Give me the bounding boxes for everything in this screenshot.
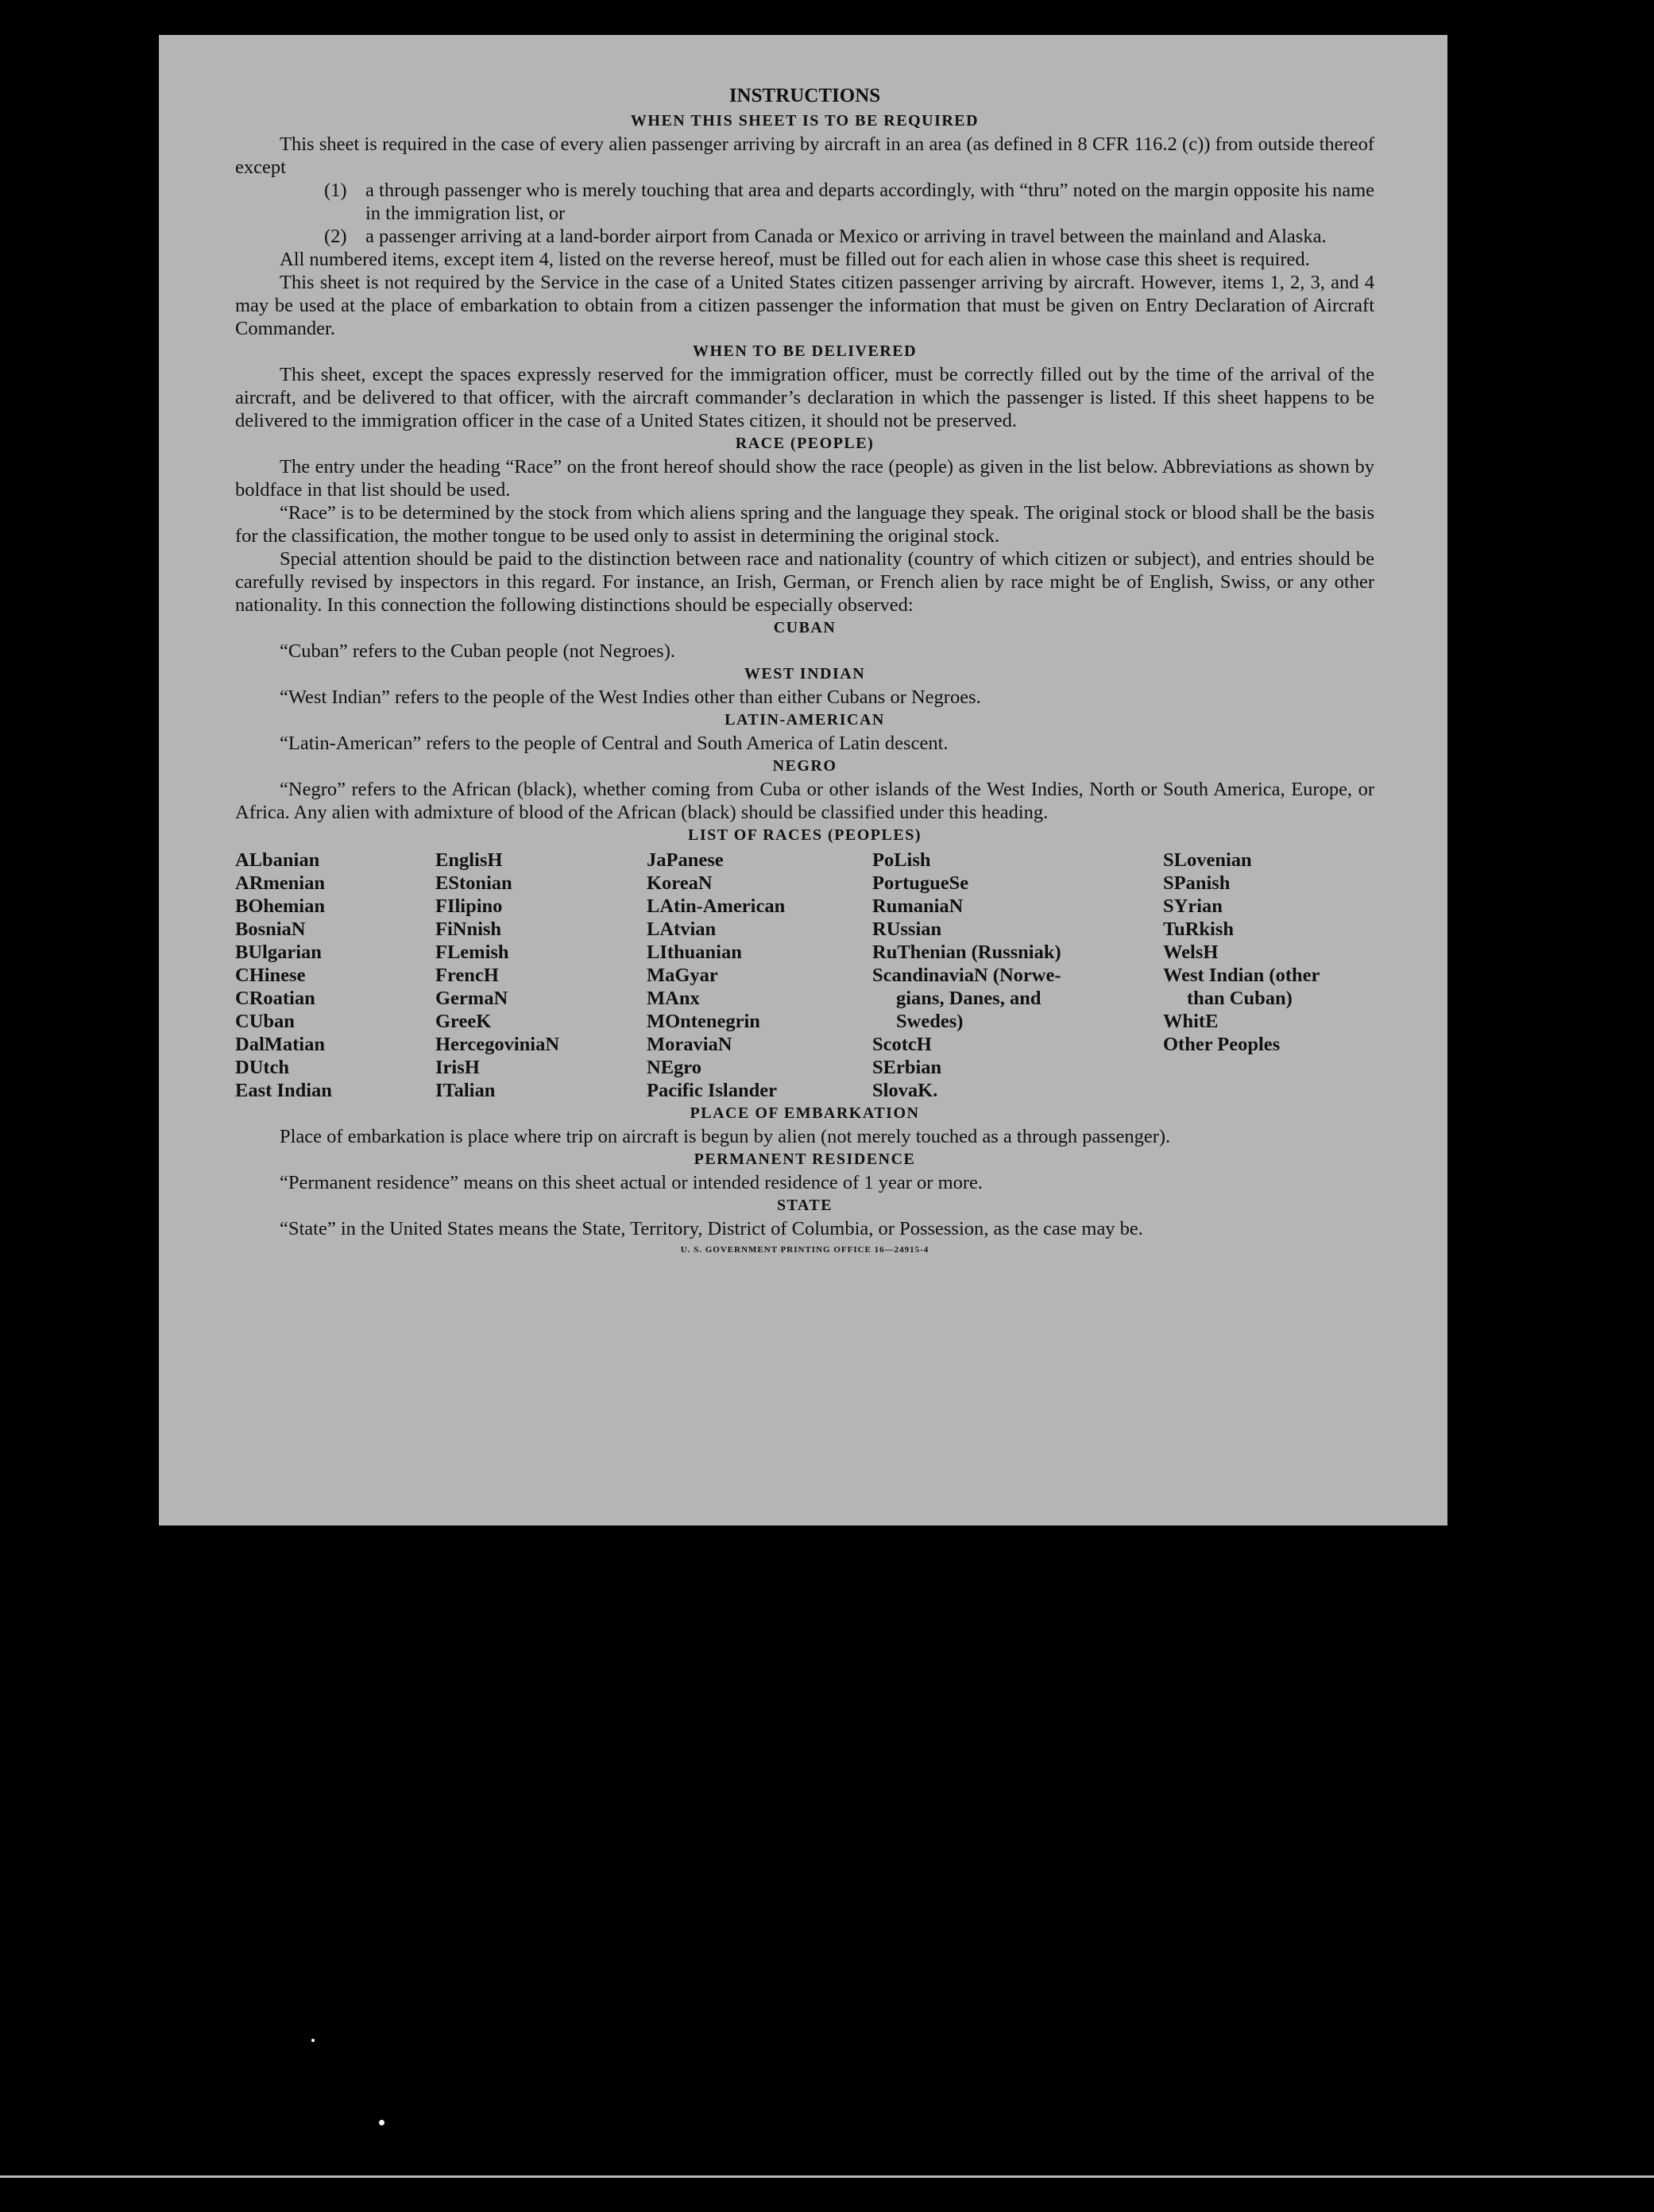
race-entry: East Indian — [235, 1080, 332, 1101]
race-entry: HercegoviniaN — [435, 1034, 560, 1055]
paragraph-west-indian: “West Indian” refers to the people of the West Indies other than either Cubans or Negroes. — [280, 686, 981, 708]
race-entry: GreeK — [435, 1011, 492, 1032]
race-entry: FrencH — [435, 965, 499, 986]
race-entry: MAnx — [647, 988, 700, 1009]
race-entry: West Indian (other — [1163, 965, 1320, 986]
race-entry: FIlipino — [435, 895, 503, 917]
paragraph-delivered: This sheet, except the spaces expressly reserved for the immigration officer, must be correctly filled out by the time of the arrival of the aircraft, and be delivered to that officer, with the aircraft commander’s declaration in which the passenger is listed. If this sheet happens to be delivered to the immigration officer in the case of a United States citizen, it should not be preserved. — [235, 364, 1374, 431]
heading-negro: NEGRO — [772, 757, 837, 775]
paragraph-required-2: All numbered items, except item 4, listed on the reverse hereof, must be filled out for each alien in whose case this sheet is required. — [280, 249, 1310, 270]
race-entry: PoLish — [872, 849, 931, 871]
race-entry: gians, Danes, and — [896, 988, 1041, 1009]
paragraph-cuban: “Cuban” refers to the Cuban people (not Negroes). — [280, 640, 675, 662]
race-entry: Swedes) — [896, 1011, 964, 1032]
heading-cuban: CUBAN — [773, 619, 837, 636]
race-entry: NEgro — [647, 1057, 701, 1078]
paragraph-embarkation: Place of embarkation is place where trip on aircraft is begun by alien (not merely touched as a through passenger). — [280, 1126, 1171, 1147]
race-entry: SYrian — [1163, 895, 1223, 917]
race-entry: CRoatian — [235, 988, 315, 1009]
race-entry: ARmenian — [235, 872, 325, 894]
race-entry: FiNnish — [435, 918, 502, 940]
race-entry: IrisH — [435, 1057, 480, 1078]
race-entry: BOhemian — [235, 895, 325, 917]
race-entry: ALbanian — [235, 849, 320, 871]
scan-speck — [311, 2039, 315, 2042]
list-item — [324, 179, 1374, 225]
race-entry: LIthuanian — [647, 942, 742, 963]
races-column-1 — [235, 849, 435, 1102]
race-entry: DUtch — [235, 1057, 290, 1078]
paragraph-state: “State” in the United States means the State, Territory, District of Columbia, or Possession, as the case may be. — [280, 1218, 1143, 1239]
race-entry: DalMatian — [235, 1034, 325, 1055]
heading-permanent-residence: PERMANENT RESIDENCE — [694, 1150, 916, 1168]
item-number: (1) — [324, 180, 347, 201]
heading-race: RACE (PEOPLE) — [735, 435, 875, 452]
races-column-2 — [435, 849, 647, 1102]
race-entry: SErbian — [872, 1057, 942, 1078]
race-entry: GermaN — [435, 988, 508, 1009]
races-column-3 — [647, 849, 872, 1102]
paragraph-negro: “Negro” refers to the African (black), whether coming from Cuba or other islands of the West Indies, North or South America, Europe, or Africa. Any alien with admixture of blood of the African (black) should be classified under this heading. — [235, 779, 1374, 823]
scan-speck — [379, 2120, 385, 2125]
race-entry: Other Peoples — [1163, 1034, 1281, 1055]
scan-edge-line — [0, 2175, 1654, 2178]
race-entry: Pacific Islander — [647, 1080, 777, 1101]
race-entry: SlovaK. — [872, 1080, 938, 1101]
races-column-5 — [1163, 849, 1374, 1102]
item-number: (2) — [324, 226, 347, 247]
race-entry: LAtvian — [647, 918, 717, 940]
race-entry: MoraviaN — [647, 1034, 732, 1055]
race-entry: RumaniaN — [872, 895, 964, 917]
race-entry: LAtin-American — [647, 895, 786, 917]
race-entry: TuRkish — [1163, 918, 1235, 940]
race-entry: ITalian — [435, 1080, 496, 1101]
race-entry: BosniaN — [235, 918, 306, 940]
heading-place-of-embarkation: PLACE OF EMBARKATION — [690, 1104, 920, 1122]
race-entry: ScotcH — [872, 1034, 932, 1055]
race-entry: MOntenegrin — [647, 1011, 760, 1032]
race-entry: MaGyar — [647, 965, 718, 986]
paragraph-race-2: “Race” is to be determined by the stock from which aliens spring and the language they speak. The original stock or blood shall be the basis for the classification, the mother tongue to be used only to assist in determining the original stock. — [235, 502, 1374, 547]
race-entry: WhitE — [1163, 1011, 1219, 1032]
paragraph-race-1: The entry under the heading “Race” on the front hereof should show the race (people) as given in the list below. Abbreviations as shown by boldface in that list should be used. — [235, 456, 1374, 501]
race-entry: SLovenian — [1163, 849, 1252, 871]
race-entry: ScandinaviaN (Norwe- — [872, 965, 1061, 986]
heading-west-indian: WEST INDIAN — [744, 665, 866, 683]
printing-office-footer: U. S. GOVERNMENT PRINTING OFFICE 16—24915-4 — [680, 1245, 929, 1255]
paragraph-residence: “Permanent residence” means on this sheet actual or intended residence of 1 year or more. — [280, 1172, 984, 1193]
heading-when-delivered: WHEN TO BE DELIVERED — [692, 342, 918, 360]
heading-when-required: WHEN THIS SHEET IS TO BE REQUIRED — [630, 112, 980, 130]
race-entry: FLemish — [435, 942, 509, 963]
heading-list-of-races: LIST OF RACES (PEOPLES) — [687, 826, 922, 844]
list-item — [324, 225, 1374, 248]
paragraph-required-1: This sheet is required in the case of every alien passenger arriving by aircraft in an area (as defined in 8 CFR 116.2 (c)) from outside thereof except — [235, 133, 1374, 178]
races-table — [235, 849, 1374, 1102]
item-text: a through passenger who is merely touching that area and departs accordingly, with “thru” noted on the margin opposite his name in the immigration list, or — [365, 180, 1374, 224]
document-title: INSTRUCTIONS — [728, 85, 881, 106]
heading-state: STATE — [776, 1197, 833, 1214]
item-text: a passenger arriving at a land-border airport from Canada or Mexico or arriving in travel between the mainland and Alaska. — [365, 226, 1327, 247]
race-entry: SPanish — [1163, 872, 1231, 894]
race-entry: JaPanese — [647, 849, 724, 871]
race-entry: PortugueSe — [872, 872, 969, 894]
race-entry: CUban — [235, 1011, 295, 1032]
race-entry: than Cuban) — [1187, 988, 1293, 1009]
document-sheet — [159, 35, 1447, 1526]
race-entry: RuThenian (Russniak) — [872, 942, 1061, 963]
race-entry: KoreaN — [647, 872, 713, 894]
race-entry: CHinese — [235, 965, 306, 986]
heading-latin-american: LATIN-AMERICAN — [725, 711, 885, 729]
race-entry: EStonian — [435, 872, 512, 894]
paragraph-race-3: Special attention should be paid to the distinction between race and nationality (country of which citizen or subject), and entries should be carefully revised by inspectors in this regard. For instance, an Irish, German, or French alien by race might be of English, Swiss, or any other nationality. In this connection the following distinctions should be especially observed: — [235, 548, 1374, 616]
paragraph-latin-american: “Latin-American” refers to the people of Central and South America of Latin descent. — [280, 733, 949, 754]
race-entry: EnglisH — [435, 849, 503, 871]
paragraph-required-3: This sheet is not required by the Service in the case of a United States citizen passenger arriving by aircraft. However, items 1, 2, 3, and 4 may be used at the place of embarkation to obtain from a citizen passenger the information that must be given on Entry Declaration of Aircraft Commander. — [235, 272, 1374, 339]
race-entry: RUssian — [872, 918, 942, 940]
races-column-4 — [872, 849, 1163, 1102]
race-entry: BUlgarian — [235, 942, 322, 963]
race-entry: WelsH — [1163, 942, 1219, 963]
